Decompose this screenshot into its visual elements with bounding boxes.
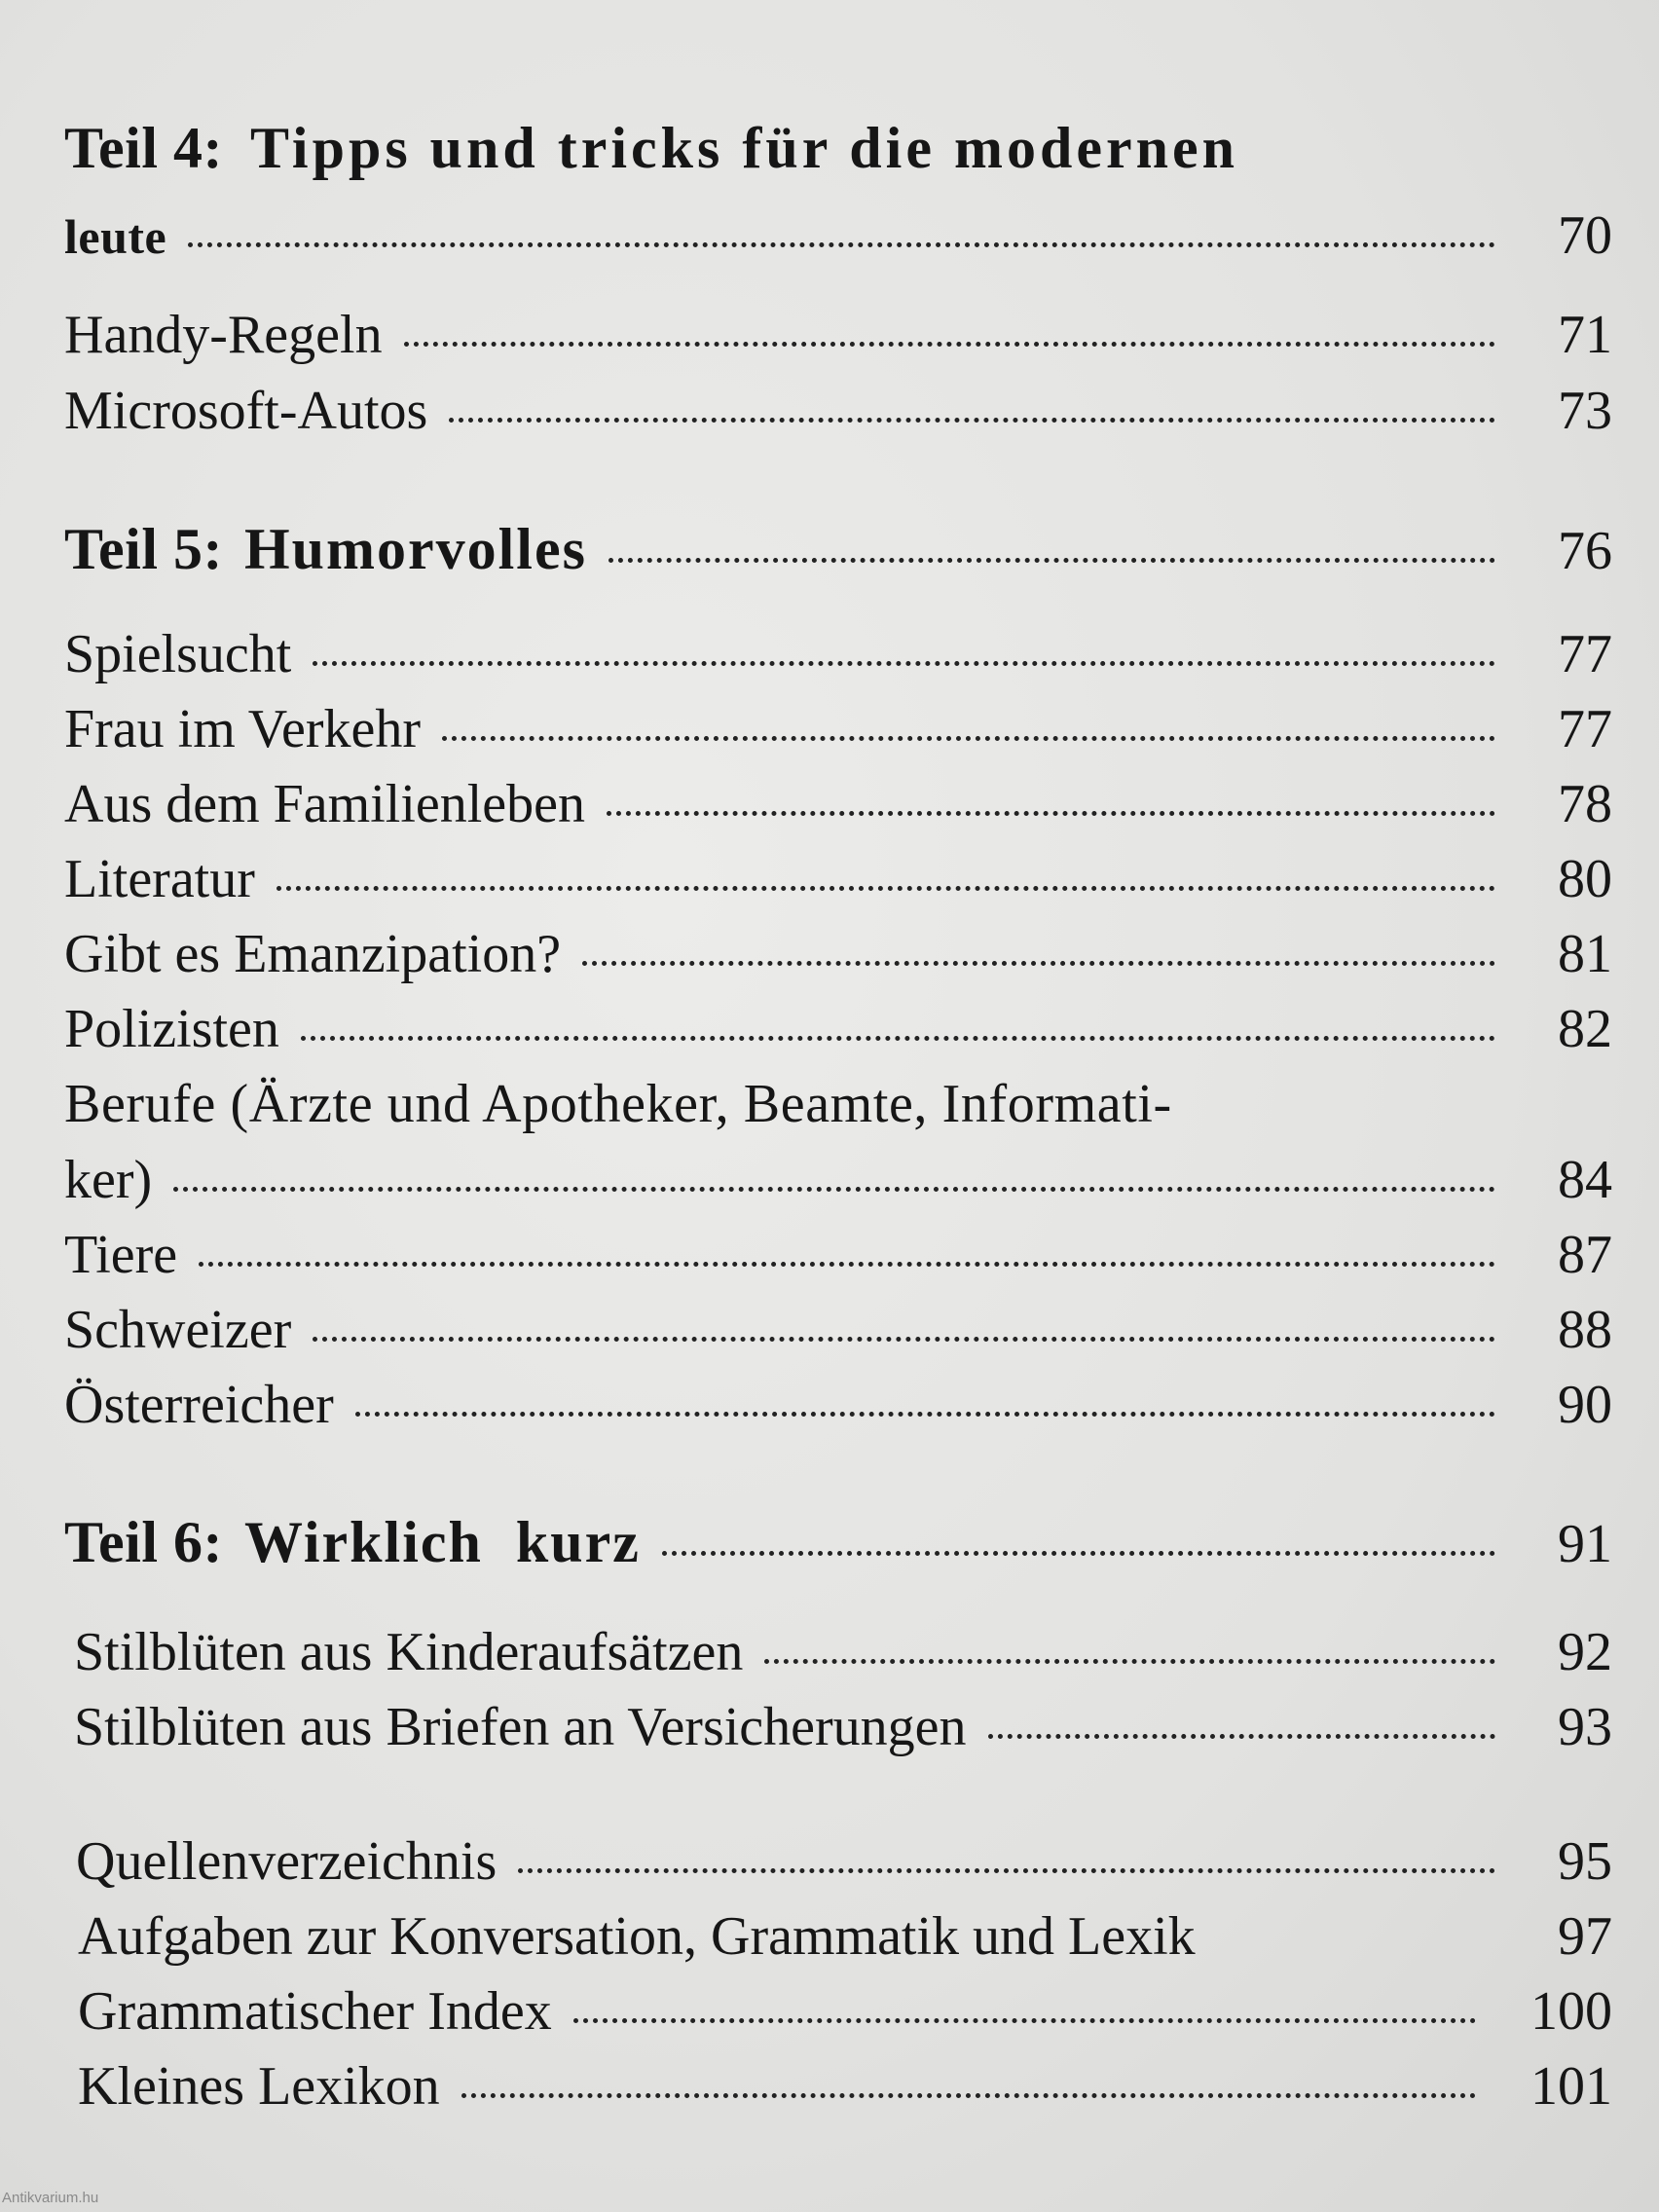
- page-number: 87: [1558, 1225, 1612, 1285]
- dot-leader: [173, 1187, 1495, 1192]
- page-number: 76: [1558, 521, 1612, 581]
- page-number: 81: [1558, 924, 1612, 984]
- toc-row[interactable]: [64, 1905, 1612, 1968]
- dot-leader: [764, 1659, 1495, 1664]
- page-number: 88: [1558, 1300, 1612, 1360]
- page-number: 95: [1558, 1831, 1612, 1892]
- dot-leader: [988, 1734, 1495, 1739]
- entry-title: Tiere: [64, 1225, 178, 1285]
- toc-row[interactable]: [64, 1149, 1612, 1211]
- section-label: Teil 4:: [64, 116, 223, 180]
- page-number: 77: [1558, 624, 1612, 684]
- page-number: 80: [1558, 849, 1612, 909]
- toc-row-teil6[interactable]: [64, 1509, 1612, 1576]
- entry-title: Aus dem Familienleben: [64, 774, 586, 834]
- page-number: 73: [1558, 381, 1612, 441]
- entry-title: Aufgaben zur Konversation, Grammatik und Lexik: [78, 1906, 1196, 1967]
- toc-row[interactable]: [64, 1830, 1612, 1893]
- entry-title: Kleines Lexikon: [78, 2056, 440, 2117]
- dot-leader: [313, 1337, 1495, 1342]
- toc-row[interactable]: [64, 923, 1612, 985]
- toc-row[interactable]: [64, 1224, 1612, 1286]
- dot-leader: [301, 1036, 1495, 1041]
- entry-title: Gibt es Emanzipation?: [64, 924, 562, 984]
- dot-leader: [518, 1868, 1495, 1873]
- dot-leader: [404, 342, 1495, 347]
- entry-title: Polizisten: [64, 999, 279, 1059]
- entry-title: Berufe (Ärzte und Apotheker, Beamte, Informati-: [64, 1074, 1172, 1134]
- section-title: Tipps und tricks für die modernen: [249, 116, 1238, 180]
- toc-row[interactable]: [64, 380, 1612, 442]
- toc-row[interactable]: [64, 1696, 1612, 1758]
- toc-row[interactable]: [64, 998, 1612, 1060]
- page-number: 78: [1558, 774, 1612, 834]
- page-number: 100: [1530, 1981, 1612, 2042]
- toc-row[interactable]: [64, 698, 1612, 760]
- entry-title: Literatur: [64, 849, 255, 909]
- dot-leader: [608, 558, 1495, 563]
- dot-leader: [573, 2018, 1476, 2023]
- dot-leader: [188, 242, 1495, 247]
- page-number: 77: [1558, 699, 1612, 759]
- page-number: 84: [1558, 1150, 1612, 1210]
- entry-title: Stilblüten aus Briefen an Versicherungen: [74, 1697, 967, 1757]
- entry-title: Frau im Verkehr: [64, 699, 421, 759]
- toc-row[interactable]: [64, 773, 1612, 835]
- entry-title: Microsoft-Autos: [64, 381, 428, 441]
- dot-leader: [276, 886, 1495, 891]
- section-label: Teil 5:: [64, 517, 223, 581]
- dot-leader: [442, 736, 1495, 741]
- toc-row[interactable]: [64, 848, 1612, 910]
- section-title: Humorvolles: [243, 517, 587, 581]
- entry-title: Österreicher: [64, 1375, 334, 1435]
- entry-title: Stilblüten aus Kinderaufsätzen: [74, 1622, 744, 1682]
- section-label: Teil 6:: [64, 1510, 223, 1574]
- toc-row[interactable]: [64, 1621, 1612, 1683]
- dot-leader: [662, 1551, 1495, 1556]
- toc-row[interactable]: [64, 304, 1612, 366]
- toc-row[interactable]: [64, 623, 1612, 685]
- entry-title: Handy-Regeln: [64, 305, 383, 365]
- toc-row[interactable]: [64, 2055, 1612, 2118]
- page-number: 101: [1530, 2056, 1612, 2117]
- toc-row[interactable]: [64, 1374, 1612, 1436]
- dot-leader: [449, 418, 1495, 423]
- dot-leader: [607, 811, 1495, 816]
- page-number: 82: [1558, 999, 1612, 1059]
- entry-title-cont: ker): [64, 1150, 153, 1210]
- entry-title: Spielsucht: [64, 624, 292, 684]
- toc-row-wrapped-first[interactable]: [64, 1073, 1583, 1135]
- toc-row[interactable]: [64, 1980, 1612, 2043]
- entry-title: Quellenverzeichnis: [76, 1831, 498, 1892]
- section-title: Wirklich kurz: [243, 1510, 641, 1574]
- entry-title: Schweizer: [64, 1300, 292, 1360]
- page-number: 92: [1558, 1622, 1612, 1682]
- dot-leader: [199, 1262, 1495, 1267]
- page-number: 97: [1558, 1906, 1612, 1967]
- dot-leader: [461, 2093, 1476, 2098]
- dot-leader: [313, 661, 1495, 666]
- page-number: 71: [1558, 305, 1612, 365]
- watermark: Antikvarium.hu: [2, 2190, 99, 2206]
- toc-row-teil5[interactable]: [64, 516, 1612, 583]
- dot-leader: [582, 961, 1495, 966]
- page-number: 93: [1558, 1697, 1612, 1757]
- section-heading-teil4: [64, 115, 1583, 182]
- dot-leader: [355, 1412, 1495, 1417]
- page-number: 90: [1558, 1375, 1612, 1435]
- section-title-cont: leute: [64, 209, 167, 264]
- entry-title: Grammatischer Index: [78, 1981, 552, 2042]
- page-number: 70: [1558, 205, 1612, 266]
- toc-row-teil4[interactable]: [64, 204, 1612, 267]
- toc-row[interactable]: [64, 1299, 1612, 1361]
- page-number: 91: [1558, 1514, 1612, 1574]
